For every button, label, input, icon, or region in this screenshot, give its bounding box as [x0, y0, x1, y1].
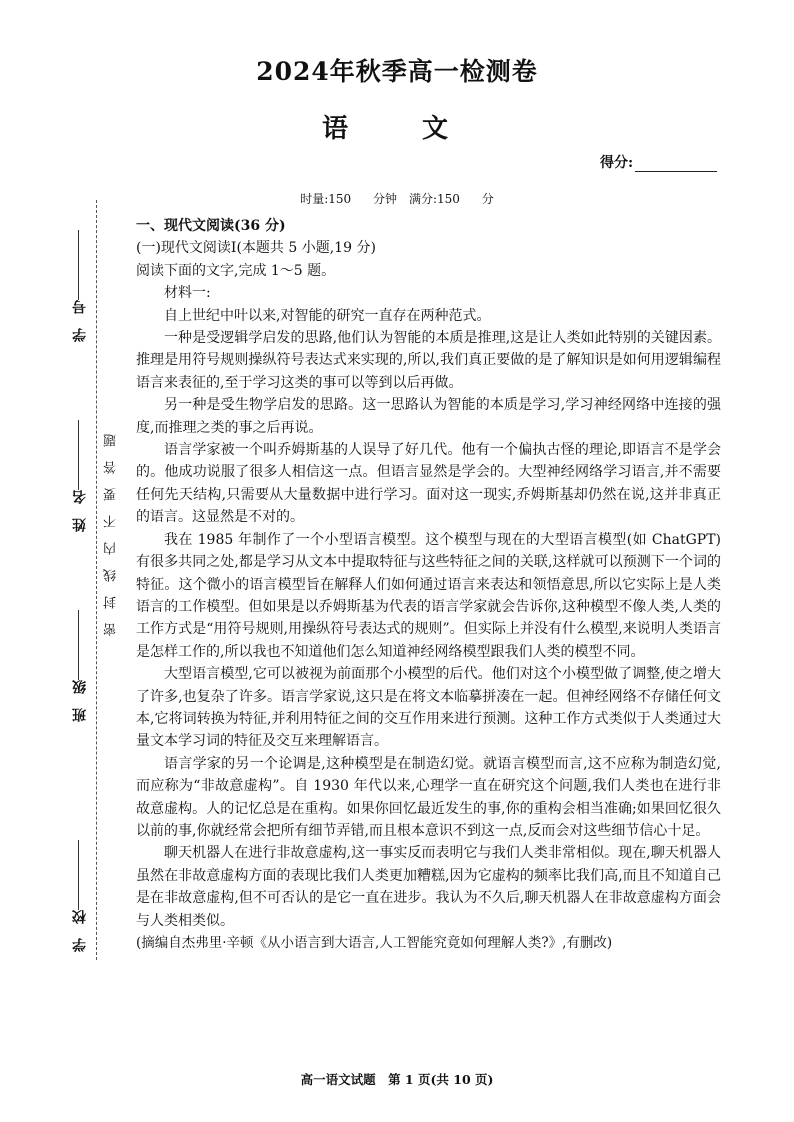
paragraph: 语言学家的另一个论调是,这种模型是在制造幻觉。就语言模型而言,这不应称为制造幻觉,而应称为“非故意虚构”。自 1930 年代以来,心理学一直在研究这个问题,我们人类也在进行非故意虚构。人的记忆总是在重构。如果你回忆最近发生的事,你的重构会相当准确;如果回忆很久以前的事,你就经常会把所有细节弄错,而且根本意识不到这一点,反而会对这些细节信心十足。: [136, 755, 721, 839]
seal-note: 密封线内不要答题: [104, 420, 119, 636]
class-field[interactable]: [70, 610, 90, 722]
score-label: 得分:: [600, 155, 634, 171]
instruction: 阅读下面的文字,完成 1～5 题。: [136, 262, 336, 279]
section-title: 一、现代文阅读(36 分): [136, 218, 286, 234]
paragraph: 聊天机器人在进行非故意虚构,这一事实反而表明它与我们人类非常相似。现在,聊天机器人虽然在非故意虚构方面的表现比我们人类更加糟糕,因为它虚构的频率比我们高,而且不知道自己是在非故意虚构,但不可否认的是它一直在进步。我认为不久后,聊天机器人在非故意虚构方面会与人类相类似。: [136, 845, 721, 929]
name-field[interactable]: [70, 420, 90, 532]
paragraph: 大型语言模型,它可以被视为前面那个小模型的后代。他们对这个小模型做了调整,使之增大了许多,也复杂了许多。语言学家说,这只是在将文本临摹拼凑在一起。但神经网络不存储任何文本,它将词转换为特征,并利用特征之间的交互作用来进行预测。这种工作方式类似于人类通过大量文本学习词的特征及交互来理解语言。: [136, 666, 721, 750]
score-field[interactable]: [600, 152, 717, 172]
source-citation: (摘编自杰弗里·辛顿《从小语言到大语言,人工智能究竟如何理解人类?》,有删改): [136, 935, 613, 951]
student-id-field[interactable]: [70, 230, 90, 342]
subject-title: 语 文: [321, 114, 472, 144]
school-label: 学 校: [72, 910, 88, 952]
class-label: 班 级: [72, 680, 88, 722]
name-label: 姓 名: [72, 490, 88, 532]
subsection-title: (一)现代文阅读Ⅰ(本题共 5 小题,19 分): [136, 240, 376, 257]
paragraph: 一种是受逻辑学启发的思路,他们认为智能的本质是推理,这是让人类如此特别的关键因素。推理是用符号规则操纵符号表达式来实现的,所以,我们真正要做的是了解知识是如何用逻辑编程语言来表征的,至于学习这类的事可以等到以后再做。: [136, 330, 721, 391]
exam-meta: 时量:150 分钟 满分:150 分: [300, 192, 494, 206]
student-id-label: 学 号: [72, 300, 88, 342]
material-label: 材料一:: [164, 285, 211, 302]
exam-title: 2024年秋季高一检测卷: [256, 57, 538, 86]
score-blank[interactable]: [635, 157, 717, 172]
binding-strip: [52, 200, 142, 960]
paragraph: 另一种是受生物学启发的思路。这一思路认为智能的本质是学习,学习神经网络中连接的强度,而推理之类的事之后再说。: [136, 397, 721, 436]
school-field[interactable]: [70, 840, 90, 952]
paragraph: 语言学家被一个叫乔姆斯基的人误导了好几代。他有一个偏执古怪的理论,即语言不是学会的。他成功说服了很多人相信这一点。但语言显然是学会的。大型神经网络学习语言,并不需要任何先天结构,只需要从大量数据中进行学习。面对这一现实,乔姆斯基却仍然在说,这并非真正的语言。这显然是不对的。: [136, 442, 721, 526]
reading-section: [136, 215, 721, 954]
paragraph: 我在 1985 年制作了一个小型语言模型。这个模型与现在的大型语言模型(如 ChatGPT)有很多共同之处,都是学习从文本中提取特征与这些特征之间的关联,这样就可以预测下一个词的特征。这个微小的语言模型旨在解释人们如何通过语言来表达和领悟意思,所以它实际上是人类语言的工作模型。但如果是以乔姆斯基为代表的语言学家就会告诉你,这种模型不像人类,人类的工作方式是“用符号规则,用操纵符号表达式的规则”。但实际上并没有什么模型,来说明人类语言是怎样工作的,所以我也不知道他们怎么知道神经网络模型跟我们人类的模型不同。: [136, 531, 721, 660]
paragraph: 自上世纪中叶以来,对智能的研究一直存在两种范式。: [164, 307, 491, 324]
seal-line: [96, 200, 97, 960]
page-footer: 高一语文试题 第 1 页(共 10 页): [300, 1072, 494, 1087]
